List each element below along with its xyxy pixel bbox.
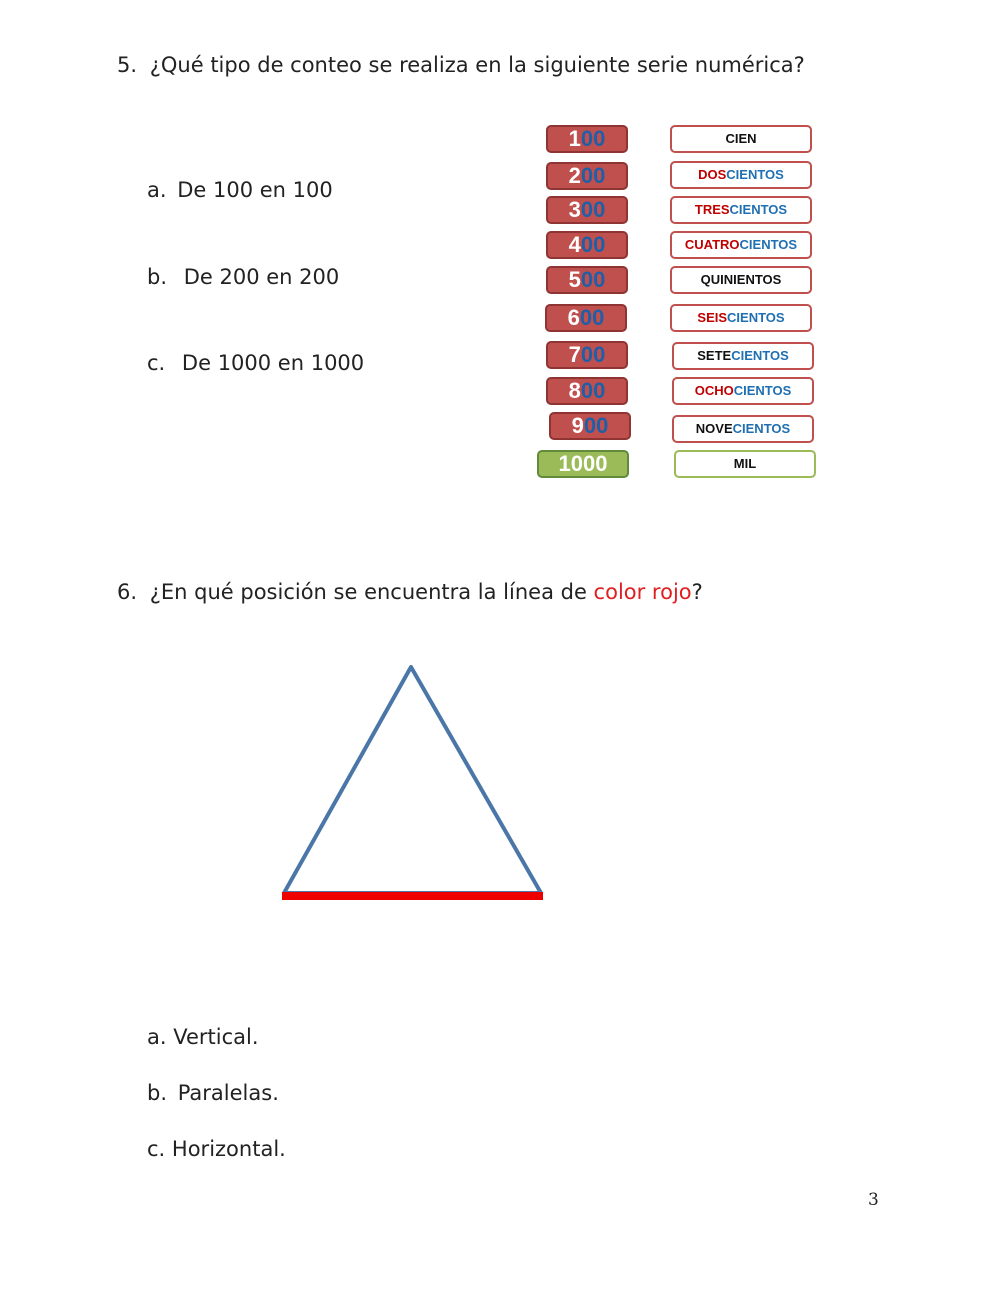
q5-option-b-letter: b. xyxy=(147,265,168,289)
word-box-quinientos: QUINIENTOS xyxy=(670,266,812,294)
word-box-doscientos: DOSCIENTOS xyxy=(670,161,812,189)
q6-option-a-text: Vertical. xyxy=(173,1025,259,1049)
question-5-text: ¿Qué tipo de conteo se realiza en la siguiente serie numérica? xyxy=(149,53,805,77)
q5-option-a-letter: a. xyxy=(147,178,167,202)
question-6-number: 6. xyxy=(117,580,138,604)
q5-option-c-letter: c. xyxy=(147,351,166,375)
number-box-400: 400 xyxy=(546,231,628,259)
number-box-500: 500 xyxy=(546,266,628,294)
q5-option-a[interactable] xyxy=(147,178,333,202)
number-box-100: 100 xyxy=(546,125,628,153)
word-box-setecientos: SETECIENTOS xyxy=(672,342,814,370)
question-5-number: 5. xyxy=(117,53,138,77)
number-box-1000: 1000 xyxy=(537,450,629,478)
number-box-700: 700 xyxy=(546,341,628,369)
q6-option-c-letter: c. xyxy=(147,1137,166,1161)
number-box-600: 600 xyxy=(545,304,627,332)
number-box-800: 800 xyxy=(546,377,628,405)
word-box-ochocientos: OCHOCIENTOS xyxy=(672,377,814,405)
number-box-900: 900 xyxy=(549,412,631,440)
q5-option-c[interactable] xyxy=(147,351,364,375)
q5-option-a-text: De 100 en 100 xyxy=(177,178,333,202)
q6-option-a-letter: a. xyxy=(147,1025,167,1049)
q6-option-a[interactable] xyxy=(147,1025,259,1049)
triangle-outline xyxy=(284,667,541,893)
word-box-cuatrocientos: CUATROCIENTOS xyxy=(670,231,812,259)
q6-option-c-text: Horizontal. xyxy=(171,1137,286,1161)
q6-option-b[interactable] xyxy=(147,1081,279,1105)
number-box-300: 300 xyxy=(546,196,628,224)
triangle-figure xyxy=(270,655,560,915)
number-box-200: 200 xyxy=(546,162,628,190)
question-6-text: ¿En qué posición se encuentra la línea de color rojo? xyxy=(149,580,703,604)
q6-option-b-text: Paralelas. xyxy=(177,1081,279,1105)
question-6-red-text: color rojo xyxy=(593,580,692,604)
q6-option-b-letter: b. xyxy=(147,1081,168,1105)
word-box-cien: CIEN xyxy=(670,125,812,153)
word-box-novecientos: NOVECIENTOS xyxy=(672,415,814,443)
q5-option-b[interactable] xyxy=(147,265,339,289)
question-5 xyxy=(117,53,805,77)
q6-option-c[interactable] xyxy=(147,1137,286,1161)
word-box-trescientos: TRESCIENTOS xyxy=(670,196,812,224)
word-box-seiscientos: SEISCIENTOS xyxy=(670,304,812,332)
question-6 xyxy=(117,580,703,604)
word-box-mil: MIL xyxy=(674,450,816,478)
page-number: 3 xyxy=(868,1190,879,1210)
q5-option-c-text: De 1000 en 1000 xyxy=(181,351,365,375)
q5-option-b-text: De 200 en 200 xyxy=(183,265,340,289)
